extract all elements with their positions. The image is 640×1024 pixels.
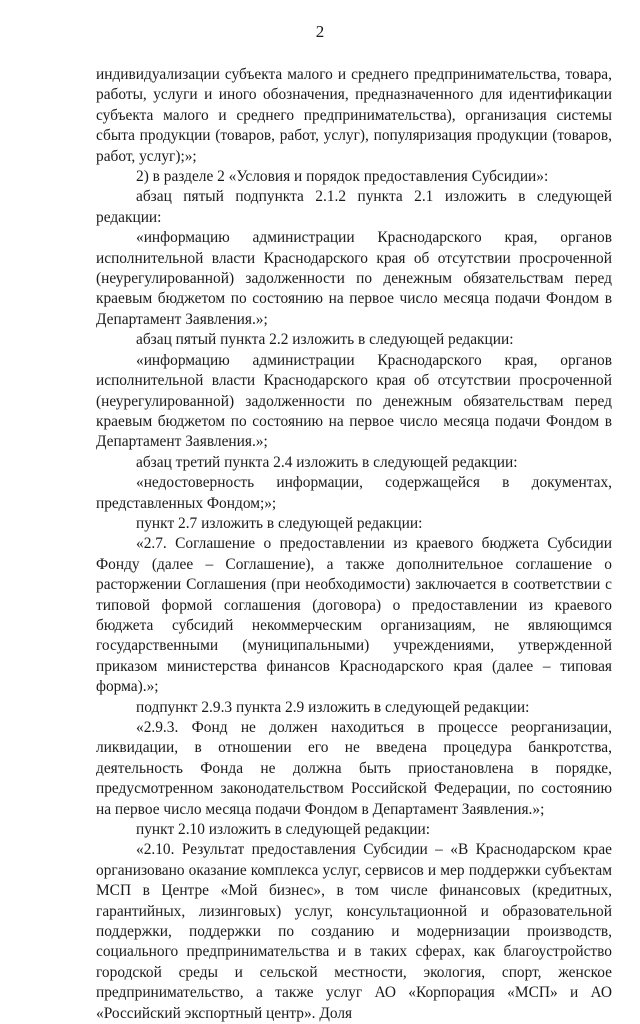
- paragraph: абзац третий пункта 2.4 изложить в следующей редакции:: [136, 453, 518, 471]
- paragraph: «2.7. Соглашение о предоставлении из краевого бюджета Субсидии Фонду (далее – Соглашение), а также дополнительное соглашение о расторжении Соглашения (при необходимости) заключается в соответствии с типовой формой соглашения (договора) о предоставлении из краевого бюджета субсидий некоммерческим организациям, не являющимся государственными (муниципальными) учреждениями, утвержденной приказом министерства финансов Краснодарского края (далее – типовая форма).»;: [96, 535, 612, 696]
- paragraph: абзац пятый подпункта 2.1.2 пункта 2.1 изложить в следующей редакции:: [96, 188, 612, 226]
- paragraph: «2.9.3. Фонд не должен находиться в процессе реорганизации, ликвидации, в отношении его не введена процедура банкротства, деятельность Фонда не должна быть приостановлена в порядке, предусмотренном законодательством Российской Федерации, по состоянию на первое число месяца подачи Фондом в Департамент Заявления.»;: [96, 719, 612, 818]
- paragraph: подпункт 2.9.3 пункта 2.9 изложить в следующей редакции:: [136, 698, 530, 716]
- paragraph: индивидуализации субъекта малого и среднего предпринимательства, товара, работы, услуги и иного обозначения, предназначенного для идентификации субъекта малого и среднего предпринимательства), организация системы сбыта продукции (товаров, работ, услуг), популяризация продукции (товаров, работ, услуг);»;: [96, 66, 612, 165]
- paragraph: «информацию администрации Краснодарского края, органов исполнительной власти Краснодарского края об отсутствии просроченной (неурегулированной) задолженности по денежным обязательствам перед краевым бюджетом по состоянию на первое число месяца подачи Фондом в Департамент Заявления.»;: [96, 351, 612, 451]
- paragraph: пункт 2.10 изложить в следующей редакции:: [136, 821, 431, 839]
- document-body: [96, 65, 612, 1024]
- paragraph: абзац пятый пункта 2.2 изложить в следующей редакции:: [136, 331, 514, 349]
- paragraph: пункт 2.7 изложить в следующей редакции:: [136, 514, 423, 532]
- page-number: 2: [315, 22, 325, 41]
- paragraph: 2) в разделе 2 «Условия и порядок предоставления Субсидии»:: [136, 168, 549, 186]
- paragraph: «информацию администрации Краснодарского края, органов исполнительной власти Краснодарского края об отсутствии просроченной (неурегулированной) задолженности по денежным обязательствам перед краевым бюджетом по состоянию на первое число месяца подачи Фондом в Департамент Заявления.»;: [96, 229, 612, 328]
- paragraph: «недостоверность информации, содержащейся в документах, представленных Фондом;»;: [96, 474, 612, 512]
- paragraph: «2.10. Результат предоставления Субсидии – «В Краснодарском крае организовано оказание комплекса услуг, сервисов и мер поддержки субъектам МСП в Центре «Мой бизнес», в том числе финансовых (кредитных, гарантийных, лизинговых) услуг, консультационной и образовательной поддержки, поддержки по созданию и модернизации производств, социального предпринимательства и в таких сферах, как благоустройство городской среды и сельской местности, экология, спорт, женское предпринимательство, а также услуг АО «Корпорация «МСП» и АО «Российский экспортный центр». Доля: [96, 841, 612, 1022]
